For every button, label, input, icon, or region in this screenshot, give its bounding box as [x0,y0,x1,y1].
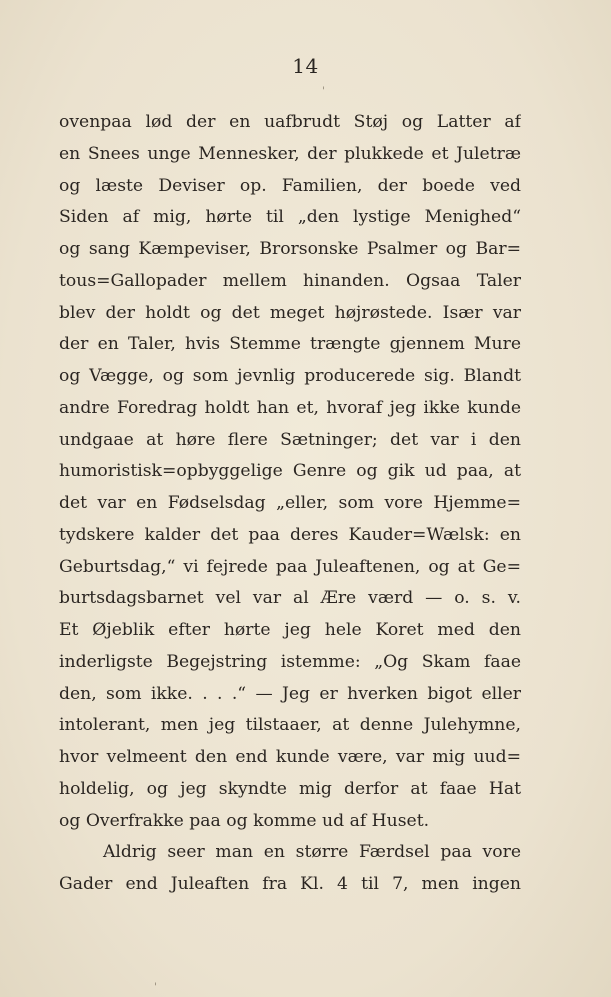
text-line: undgaae at høre flere Sætninger; det var i den [59,429,521,450]
text-line: Siden af mig, hørte til „den lystige Menighed“ [59,207,521,228]
text-line: og sang Kæmpeviser, Brorsonske Psalmer og Bar= [59,239,521,259]
text-line: humoristisk=opbyggelige Genre og gik ud paa, at [59,461,521,482]
text-line: blev der holdt og det meget højrøstede. Især var [59,302,521,323]
text-line: Aldrig seer man en større Færdsel paa vore [103,842,521,863]
body-text [59,107,521,901]
text-line: andre Foredrag holdt han et, hvoraf jeg ikke kunde [59,397,521,418]
text-line: ovenpaa lød der en uafbrudt Støj og Latter af [59,112,521,132]
text-line: tous=Gallopader mellem hinanden. Ogsaa Taler [59,270,521,291]
text-line: Et Øjeblik efter hørte jeg hele Koret med den [59,620,521,640]
page-number: 14 [292,54,319,78]
text-line: intolerant, men jeg tilstaaer, at denne Julehymne, [59,715,521,736]
text-line: burtsdagsbarnet vel var al Ære værd — o. s. v. [59,588,521,609]
text-line: og Vægge, og som jevnlig producerede sig. Blandt [59,366,521,386]
text-line: og læste Deviser op. Familien, der boede ved [59,175,521,196]
print-speck: ' [322,86,325,97]
text-line: en Snees unge Mennesker, der plukkede et Juletræ [59,143,521,164]
text-line: det var en Fødselsdag „eller, som vore Hjemme= [59,493,521,513]
text-line: inderligste Begejstring istemme: „Og Skam faae [59,651,521,672]
text-line: og Overfrakke paa og komme ud af Huset. [59,810,430,831]
text-line: tydskere kalder det paa deres Kauder=Wælsk: en [59,524,521,545]
text-line: Geburtsdag,“ vi fejrede paa Juleaftenen, og at Ge= [59,556,521,577]
text-line: den, som ikke. . . .“ — Jeg er hverken bigot eller [59,683,521,704]
text-line: holdelig, og jeg skyndte mig derfor at faae Hat [59,778,521,799]
text-line: der en Taler, hvis Stemme trængte gjennem Mure [59,334,521,355]
text-line: Gader end Juleaften fra Kl. 4 til 7, men ingen [59,874,521,894]
text-line: hvor velmeent den end kunde være, var mig uud= [59,747,521,767]
print-speck: ' [154,982,157,993]
